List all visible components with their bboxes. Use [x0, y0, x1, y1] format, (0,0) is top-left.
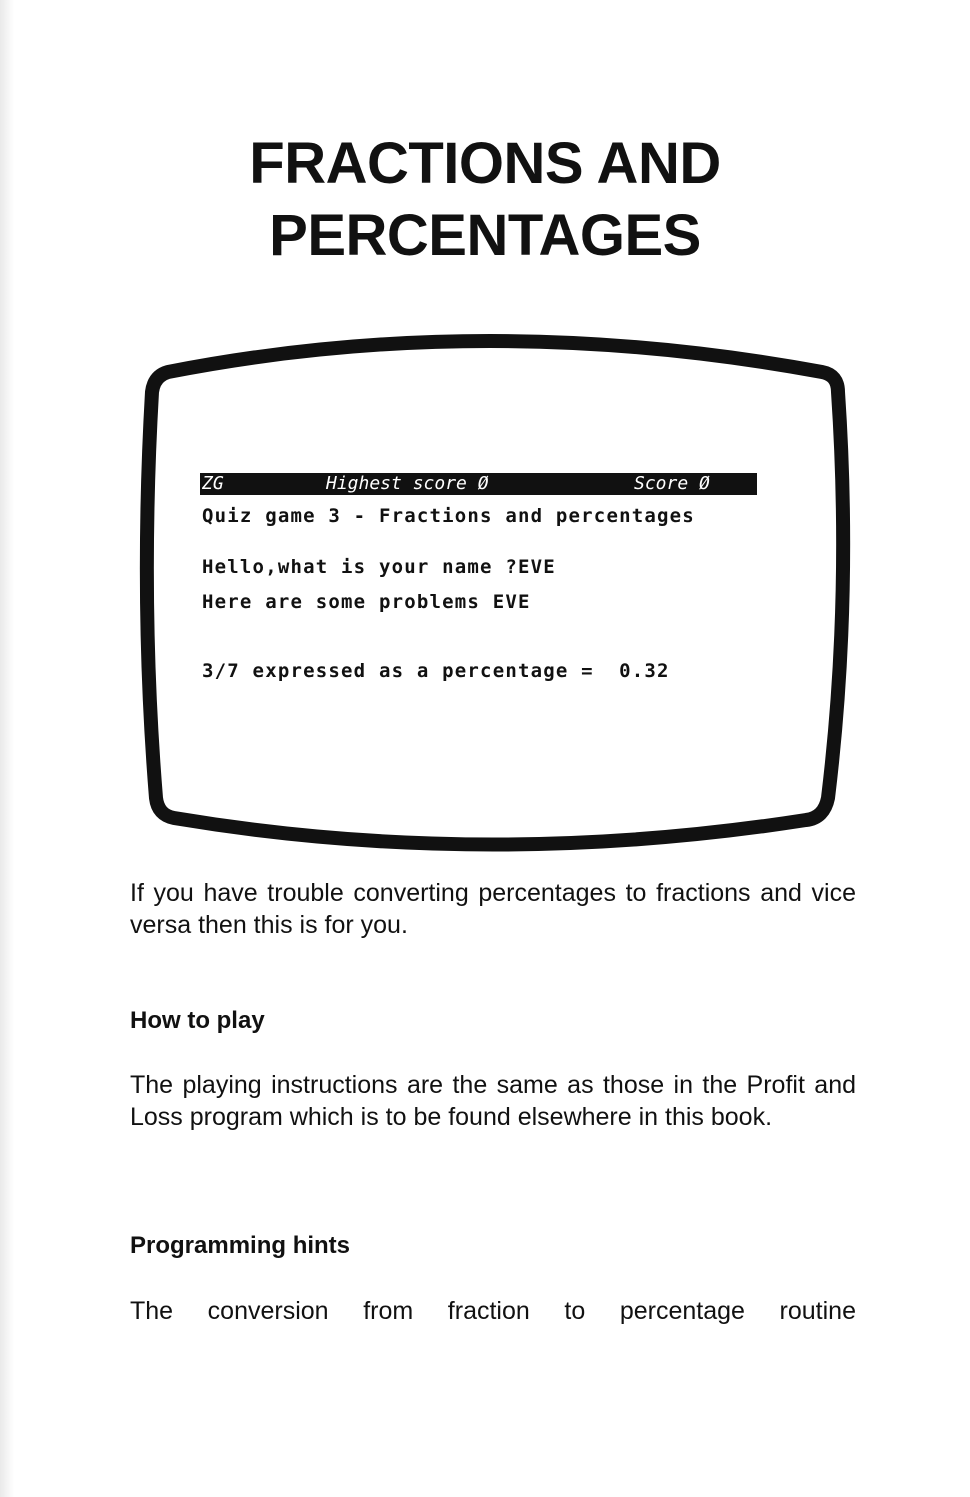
page-title-line-2: PERCENTAGES [269, 203, 701, 268]
how-to-play-body: The playing instructions are the same as those in the Profit and Loss program which is to be found elsewhere in this book. [130, 1071, 856, 1131]
status-score: Score Ø [634, 473, 710, 494]
status-left: ZG [202, 473, 224, 494]
how-to-play-heading: How to play [130, 1007, 265, 1034]
screen-greeting: Hello,what is your name ?EVE [202, 556, 556, 578]
programming-hints-body: The conversion from fraction to percentage routine [130, 1297, 856, 1325]
screen-quiz-title: Quiz game 3 - Fractions and percentages [202, 505, 695, 527]
screen-problems-line: Here are some problems EVE [202, 591, 531, 613]
screen-status-bar [200, 473, 757, 495]
intro-paragraph: If you have trouble converting percentages to fractions and vice versa then this is for you. [130, 879, 856, 939]
programming-hints-heading: Programming hints [130, 1232, 351, 1259]
screen-question: 3/7 expressed as a percentage = 0.32 [202, 660, 670, 682]
page-title-line-1: FRACTIONS AND [249, 131, 721, 196]
status-highest-score: Highest score Ø [326, 473, 489, 494]
